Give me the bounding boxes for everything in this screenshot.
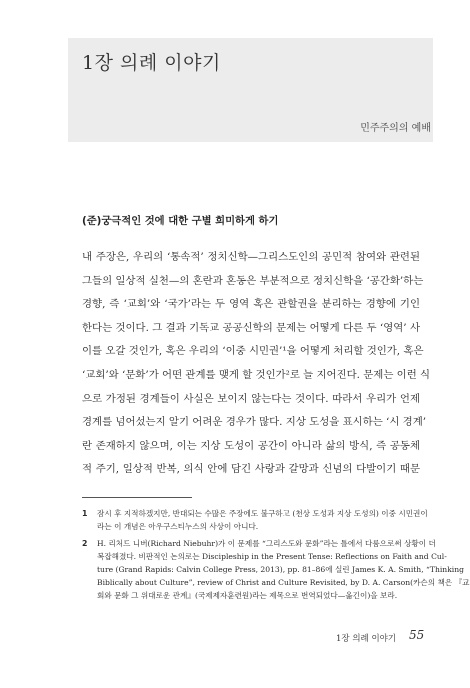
footnote-number: 2 (82, 539, 88, 548)
body-line: ‘교회’와 ‘문화’가 어떤 관계를 맺게 할 것인가²로 늘 지어진다. 문제는 이런 식 (82, 368, 431, 381)
footnote (82, 537, 470, 602)
running-footer-title: 1장 의례 이야기 (336, 634, 397, 644)
footnote-number: 1 (82, 509, 88, 518)
body-line: 경계를 넘어섰는지 알기 어려운 경우가 많다. 지상 도성을 표시하는 ‘시 경계’ (82, 416, 427, 429)
body-line: 이를 오갈 것인가, 혹은 우리의 ‘이중 시민권’¹을 어떻게 처리할 것인가, 혹은 (82, 345, 424, 358)
body-text (82, 246, 431, 482)
footnote-line: ture (Grand Rapids: Calvin College Press, 2013), pp. 81–86에 실린 James K. A. Smith, “Thinking (97, 565, 464, 574)
body-line: 란 존재하지 않으며, 이는 지상 도성이 공간이 아니라 삶의 방식, 즉 공동체 (82, 439, 420, 452)
body-line: 경향, 즉 ‘교회’와 ‘국가’라는 두 영역 혹은 관할권을 분리하는 경향에 기인 (82, 298, 420, 311)
footnote-line: 회와 문화 그 위대로운 관계』(국제제자훈련원)라는 제목으로 번역되었다—옮긴이)을 보라. (97, 591, 398, 600)
page-number: 55 (409, 628, 425, 642)
chapter-subtitle: 민주주의의 예배 (360, 123, 431, 134)
footnote-line: H. 리처드 니버(Richard Niebuhr)가 이 문제를 “그리스도와 문화”라는 틀에서 다룸으로써 상황이 더 (97, 539, 436, 548)
footnote-line: 복잡해졌다. 비판적인 논의로는 Discipleship in the Present Tense: Reflections on Faith and Cul- (97, 552, 447, 561)
body-line: 적 주기, 일상적 반복, 의식 안에 담긴 사랑과 갈망과 신념의 다발이기 때문 (82, 463, 420, 476)
footnote-divider (82, 497, 192, 498)
footnote-line: Biblically about Culture”, review of Christ and Culture Revisited, by D. A. Carson(카슨의 책은 『교 (97, 578, 470, 587)
footnote-line: 라는 이 개념은 아우구스티누스의 사상이 아니다. (97, 522, 259, 531)
body-line: 한다는 것이다. 그 결과 기독교 공공신학의 문제는 어떻게 다른 두 ‘영역’ 사 (82, 321, 420, 334)
footnote (82, 507, 428, 533)
body-line: 내 주장은, 우리의 ‘통속적’ 정치신학—그리스도인의 공민적 참여와 관련된 (82, 251, 420, 263)
chapter-title: 1장 의례 이야기 (82, 52, 221, 74)
body-line: 으로 가정된 경계들이 사실은 보이지 않는다는 것이다. 따라서 우리가 언제 (82, 392, 420, 405)
footnotes (82, 507, 470, 606)
body-line: 그들의 일상적 실천—의 혼란과 혼동은 부분적으로 정치신학을 ‘공간화’하는 (82, 274, 424, 287)
footnote-line: 잠시 후 지적하겠지만, 반대되는 수많은 주장에도 불구하고 (천상 도성과 지상 도성의) 이중 시민권이 (97, 509, 428, 518)
section-heading: (준)궁극적인 것에 대한 구별 희미하게 하기 (82, 215, 279, 227)
